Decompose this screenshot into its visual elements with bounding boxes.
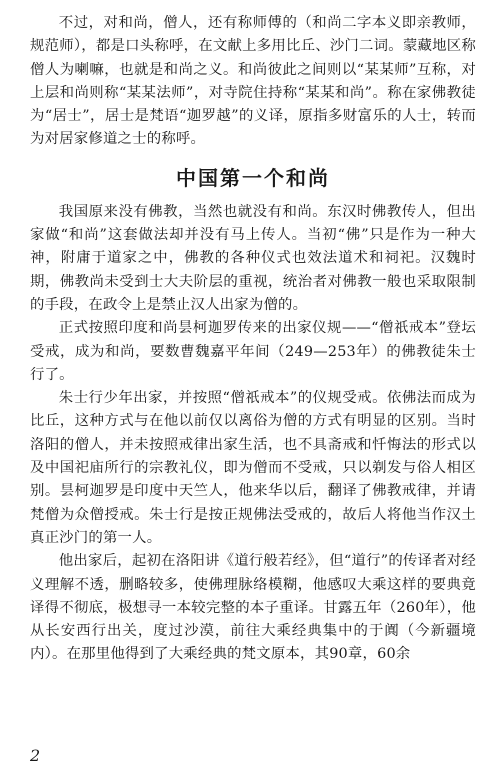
section-heading: 中国第一个和尚 bbox=[176, 165, 330, 190]
paragraph-journey-west: 他出家后，起初在洛阳讲《道行般若经》，但“道行”的传译者对经义理解不透，删略较多，使佛理脉络模糊，他感叹大乘这样的要典竟译得不彻底，极想寻一本较完整的本子重译。甘露五年（260年），他从长安西行出关，度过沙漠，前往大乘经典集中的于阗（今新疆境内）。在那里他得到了大乘经典的梵文原本，其90章，60余 bbox=[30, 553, 476, 663]
page-body bbox=[30, 12, 476, 667]
paragraph-buddhism-arrival: 我国原来没有佛教，当然也就没有和尚。东汉时佛教传人，但出家做“和尚”这套做法却并没有马上传人。当初“佛”只是作为一种大神，附庸于道家之中，佛教的各种仪式也效法道术和祠祀。汉魏时期，佛教尚未受到士大夫阶层的重视，统治者对佛教一般也采取限制的手段，在政令上是禁止汉人出家为僧的。 bbox=[30, 203, 476, 313]
paragraph-zhu-shixing: 朱士行少年出家，并按照“僧祇戒本”的仪规受戒。依佛法而成为比丘，这种方式与在他以前仅以离俗为僧的方式有明显的区别。当时洛阳的僧人，并未按照戒律出家生活，也不具斋戒和忏悔法的形式以及中国祀庙所行的宗教礼仪，即为僧而不受戒，只以剃发与俗人相区别。昙柯迦罗是印度中天竺人，他来华以后，翻译了佛教戒律，并请梵僧为众僧授戒。朱士行是按正规佛法受戒的，故后人将他当作汉土真正沙门的第一人。 bbox=[30, 390, 476, 546]
paragraph-monk-titles: 不过，对和尚，僧人，还有称师傅的（和尚二字本义即亲教师，规范师），都是口头称呼，在文献上多用比丘、沙门二词。蒙藏地区称僧人为喇嘛，也就是和尚之义。和尚彼此之间则以“某某师”互称，对上层和尚则称“某某法师”，对寺院住持称“某某和尚”。称在家佛教徒为“居士”，居士是梵语“迦罗越”的义译，原指多财富乐的人士，转而为对居家修道之士的称呼。 bbox=[30, 15, 476, 148]
page-number: 2 bbox=[30, 746, 41, 765]
paragraph-ordination: 正式按照印度和尚昙柯迦罗传来的出家仪规——“僧祇戒本”登坛受戒，成为和尚，要数曹魏嘉平年间（249—253年）的佛教徒朱士行了。 bbox=[30, 320, 476, 383]
